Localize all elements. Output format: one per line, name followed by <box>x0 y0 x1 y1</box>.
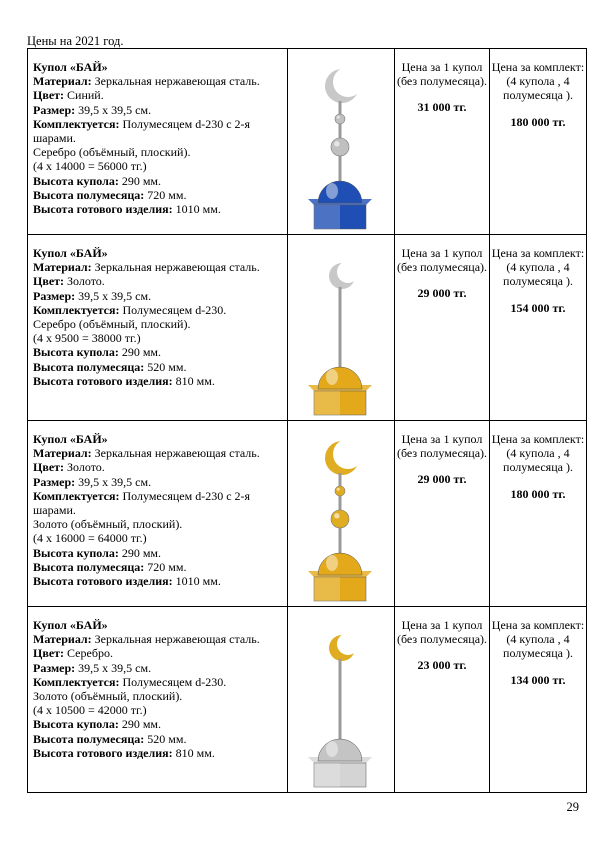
color-value: Золото. <box>67 274 105 289</box>
crescent-height-label: Высота полумесяца: <box>33 187 145 202</box>
color-value: Золото. <box>67 460 105 475</box>
price-single-cell <box>395 235 490 421</box>
material-label: Материал: <box>33 632 92 647</box>
crescent-height-value: 520 мм. <box>147 731 187 746</box>
total-height-value: 1010 мм. <box>175 574 221 589</box>
total-height-value: 810 мм. <box>175 745 215 760</box>
price-set-cell <box>490 421 587 607</box>
product-image-cell <box>288 49 395 235</box>
material-value: Зеркальная нержавеющая сталь. <box>94 632 260 647</box>
size-label: Размер: <box>33 288 76 303</box>
price-table <box>27 48 587 793</box>
kit-value: Полумесяцем d-230 с 2-я шарами. <box>33 488 251 518</box>
price-set-cell <box>490 49 587 235</box>
total-height-value: 810 мм. <box>175 373 215 388</box>
product-title: Купол «БАЙ» <box>33 60 108 74</box>
product-description <box>28 49 288 235</box>
color-label: Цвет: <box>33 460 65 475</box>
material-label: Материал: <box>33 260 92 275</box>
price-set-value: 134 000 тг. <box>510 672 566 687</box>
dome-height-label: Высота купола: <box>33 345 119 360</box>
price-single-cell <box>395 49 490 235</box>
total-height-label: Высота готового изделия: <box>33 574 173 589</box>
price-single-label: Цена за 1 купол (без полумесяца). <box>396 618 488 647</box>
crescent-price-calc: (4 х 16000 = 64000 тг.) <box>33 531 147 546</box>
total-height-label: Высота готового изделия: <box>33 373 173 388</box>
dome-height-value: 290 мм. <box>121 545 161 560</box>
color-label: Цвет: <box>33 646 65 661</box>
color-value: Синий. <box>67 88 104 103</box>
total-height-label: Высота готового изделия: <box>33 202 173 217</box>
material-label: Материал: <box>33 446 92 461</box>
dome-height-value: 290 мм. <box>121 717 161 732</box>
crescent-price-calc: (4 х 14000 = 56000 тг.) <box>33 159 147 174</box>
price-single-label: Цена за 1 купол (без полумесяца). <box>396 432 488 461</box>
product-description <box>28 421 288 607</box>
price-set-value: 154 000 тг. <box>510 300 566 315</box>
crescent-material: Золото (объёмный, плоский). <box>33 689 183 704</box>
crescent-height-label: Высота полумесяца: <box>33 559 145 574</box>
kit-value: Полумесяцем d-230. <box>122 302 227 317</box>
product-image-cell <box>288 421 395 607</box>
product-row <box>28 49 587 235</box>
material-value: Зеркальная нержавеющая сталь. <box>94 74 260 89</box>
product-description <box>28 235 288 421</box>
page-number: 29 <box>566 800 579 814</box>
product-row <box>28 421 587 607</box>
kit-label: Комплектуется: <box>33 302 120 317</box>
product-image-cell <box>288 235 395 421</box>
kit-label: Комплектуется: <box>33 488 120 503</box>
price-set-value: 180 000 тг. <box>510 114 566 129</box>
crescent-price-calc: (4 х 9500 = 38000 тг.) <box>33 331 141 346</box>
dome-height-label: Высота купола: <box>33 173 119 188</box>
crescent-height-label: Высота полумесяца: <box>33 731 145 746</box>
price-single-value: 29 000 тг. <box>417 472 467 487</box>
price-set-cell <box>490 235 587 421</box>
price-single-value: 31 000 тг. <box>417 100 467 115</box>
material-value: Зеркальная нержавеющая сталь. <box>94 446 260 461</box>
crescent-height-value: 720 мм. <box>147 187 187 202</box>
size-label: Размер: <box>33 102 76 117</box>
size-label: Размер: <box>33 474 76 489</box>
price-single-value: 29 000 тг. <box>417 286 467 301</box>
page-header: Цены на 2021 год. <box>27 34 124 48</box>
crescent-height-value: 720 мм. <box>147 559 187 574</box>
gold-dome-silver-crescent-icon <box>288 235 392 419</box>
gold-dome-gold-crescent-icon <box>288 421 392 605</box>
dome-height-label: Высота купола: <box>33 717 119 732</box>
color-label: Цвет: <box>33 88 65 103</box>
total-height-value: 1010 мм. <box>175 202 221 217</box>
price-set-cell <box>490 607 587 793</box>
dome-height-value: 290 мм. <box>121 173 161 188</box>
product-title: Купол «БАЙ» <box>33 246 108 260</box>
price-set-label: Цена за комплект: (4 купола , 4 полумесяца ). <box>491 618 585 661</box>
kit-label: Комплектуется: <box>33 116 120 131</box>
dome-height-value: 290 мм. <box>121 345 161 360</box>
kit-label: Комплектуется: <box>33 674 120 689</box>
product-description <box>28 607 288 793</box>
size-value: 39,5 х 39,5 см. <box>78 660 152 675</box>
kit-value: Полумесяцем d-230 с 2-я шарами. <box>33 116 251 146</box>
price-set-value: 180 000 тг. <box>510 486 566 501</box>
blue-dome-silver-crescent-icon <box>288 49 392 233</box>
color-value: Серебро. <box>67 646 113 661</box>
total-height-label: Высота готового изделия: <box>33 745 173 760</box>
price-single-value: 23 000 тг. <box>417 658 467 673</box>
color-label: Цвет: <box>33 274 65 289</box>
price-set-label: Цена за комплект: (4 купола , 4 полумесяца ). <box>491 432 585 475</box>
crescent-price-calc: (4 х 10500 = 42000 тг.) <box>33 703 147 718</box>
crescent-material: Серебро (объёмный, плоский). <box>33 317 191 332</box>
crescent-height-value: 520 мм. <box>147 359 187 374</box>
kit-value: Полумесяцем d-230. <box>122 674 227 689</box>
crescent-material: Серебро (объёмный, плоский). <box>33 145 191 160</box>
price-single-label: Цена за 1 купол (без полумесяца). <box>396 246 488 275</box>
product-row <box>28 607 587 793</box>
size-value: 39,5 х 39,5 см. <box>78 102 152 117</box>
size-value: 39,5 х 39,5 см. <box>78 474 152 489</box>
price-single-label: Цена за 1 купол (без полумесяца). <box>396 60 488 89</box>
dome-height-label: Высота купола: <box>33 545 119 560</box>
material-label: Материал: <box>33 74 92 89</box>
product-row <box>28 235 587 421</box>
price-single-cell <box>395 421 490 607</box>
product-image-cell <box>288 607 395 793</box>
price-single-cell <box>395 607 490 793</box>
size-value: 39,5 х 39,5 см. <box>78 288 152 303</box>
silver-dome-gold-crescent-icon <box>288 607 392 791</box>
product-title: Купол «БАЙ» <box>33 432 108 446</box>
size-label: Размер: <box>33 660 76 675</box>
price-set-label: Цена за комплект: (4 купола , 4 полумесяца ). <box>491 60 585 103</box>
crescent-height-label: Высота полумесяца: <box>33 359 145 374</box>
price-set-label: Цена за комплект: (4 купола , 4 полумесяца ). <box>491 246 585 289</box>
material-value: Зеркальная нержавеющая сталь. <box>94 260 260 275</box>
crescent-material: Золото (объёмный, плоский). <box>33 517 183 532</box>
product-title: Купол «БАЙ» <box>33 618 108 632</box>
